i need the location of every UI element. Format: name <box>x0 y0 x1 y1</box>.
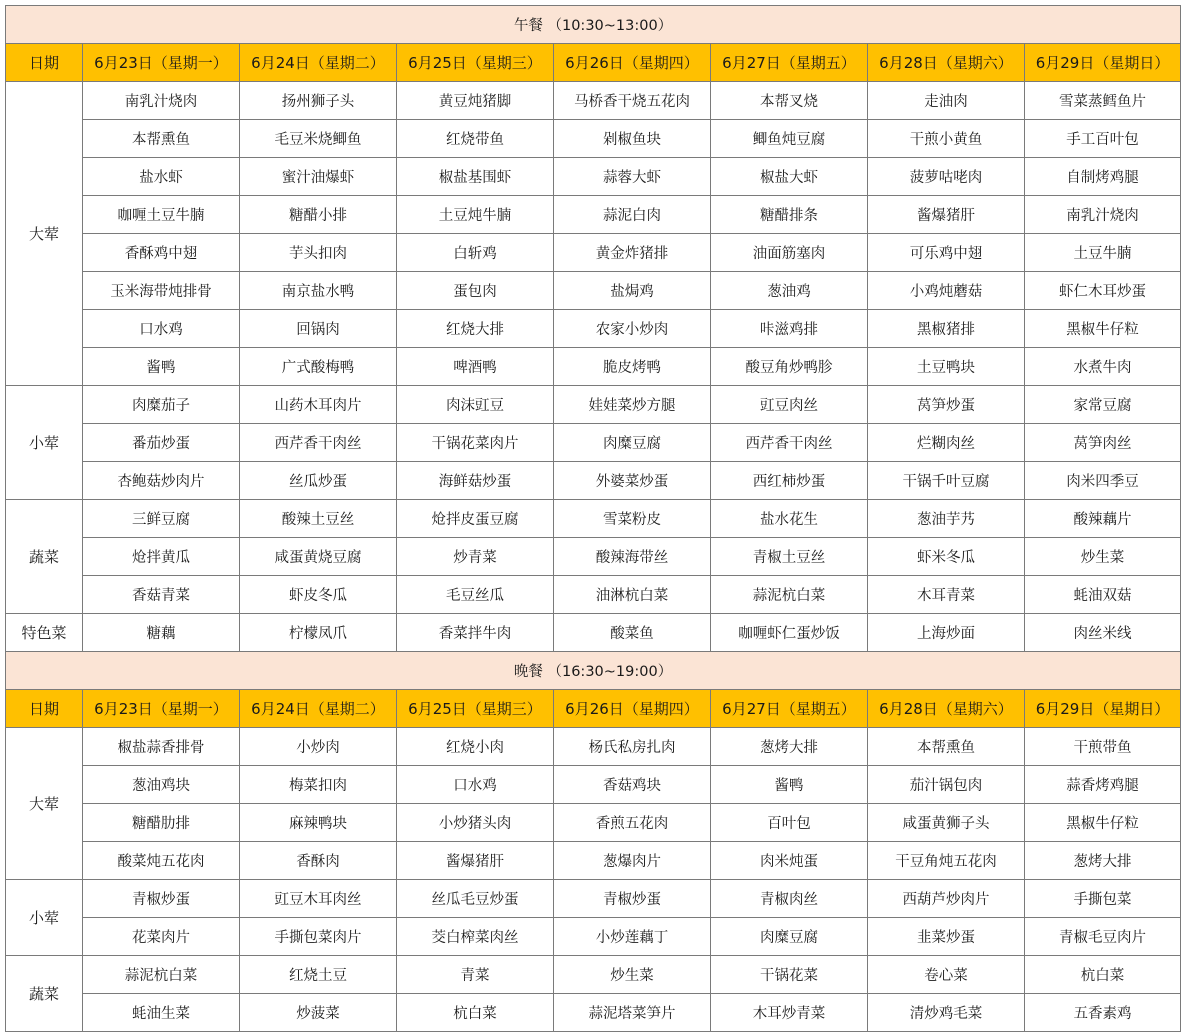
table-row <box>6 956 1181 994</box>
dish-cell: 茄汁锅包肉 <box>868 766 1025 804</box>
dish-cell: 农家小炒肉 <box>554 310 711 348</box>
dish-cell: 雪菜粉皮 <box>554 500 711 538</box>
dish-cell: 家常豆腐 <box>1025 386 1181 424</box>
dish-cell: 黑椒猪排 <box>868 310 1025 348</box>
dish-cell: 咖喱虾仁蛋炒饭 <box>711 614 868 652</box>
day-header: 6月23日（星期一） <box>83 690 240 728</box>
dish-cell: 糖醋肋排 <box>83 804 240 842</box>
dish-cell: 咸蛋黄烧豆腐 <box>240 538 397 576</box>
table-row <box>6 272 1181 310</box>
dish-cell: 酸辣藕片 <box>1025 500 1181 538</box>
dish-cell: 蒜香烤鸡腿 <box>1025 766 1181 804</box>
dish-cell: 盐焗鸡 <box>554 272 711 310</box>
dish-cell: 蜜汁油爆虾 <box>240 158 397 196</box>
dish-cell: 干锅千叶豆腐 <box>868 462 1025 500</box>
table-row <box>6 196 1181 234</box>
dinner-section-header <box>6 652 1181 690</box>
table-row <box>6 386 1181 424</box>
dish-cell: 莴笋炒蛋 <box>868 386 1025 424</box>
day-header: 6月23日（星期一） <box>83 44 240 82</box>
dinner-title: 晚餐 （16:30~19:00） <box>6 652 1181 690</box>
dish-cell: 炒生菜 <box>1025 538 1181 576</box>
dish-cell: 白斩鸡 <box>397 234 554 272</box>
dish-cell: 芋头扣肉 <box>240 234 397 272</box>
dish-cell: 葱油鸡块 <box>83 766 240 804</box>
dish-cell: 酱鸭 <box>711 766 868 804</box>
dish-cell: 蚝油生菜 <box>83 994 240 1032</box>
dish-cell: 清炒鸡毛菜 <box>868 994 1025 1032</box>
dish-cell: 莴笋肉丝 <box>1025 424 1181 462</box>
dish-cell: 蒜泥白肉 <box>554 196 711 234</box>
dish-cell: 剁椒鱼块 <box>554 120 711 158</box>
dish-cell: 花菜肉片 <box>83 918 240 956</box>
table-row <box>6 538 1181 576</box>
dish-cell: 毛豆丝瓜 <box>397 576 554 614</box>
dish-cell: 咖喱土豆牛腩 <box>83 196 240 234</box>
dish-cell: 梅菜扣肉 <box>240 766 397 804</box>
dish-cell: 青椒炒蛋 <box>554 880 711 918</box>
menu-table <box>5 5 1181 1032</box>
table-row <box>6 500 1181 538</box>
dish-cell: 木耳青菜 <box>868 576 1025 614</box>
dish-cell: 香酥肉 <box>240 842 397 880</box>
dish-cell: 扬州狮子头 <box>240 82 397 120</box>
table-row <box>6 804 1181 842</box>
dish-cell: 杭白菜 <box>397 994 554 1032</box>
dish-cell: 红烧土豆 <box>240 956 397 994</box>
dish-cell: 酸豆角炒鸭胗 <box>711 348 868 386</box>
table-row <box>6 576 1181 614</box>
dish-cell: 五香素鸡 <box>1025 994 1181 1032</box>
dish-cell: 西葫芦炒肉片 <box>868 880 1025 918</box>
dish-cell: 本帮熏鱼 <box>868 728 1025 766</box>
dish-cell: 葱爆肉片 <box>554 842 711 880</box>
dish-cell: 糖醋排条 <box>711 196 868 234</box>
category-label: 特色菜 <box>6 614 83 652</box>
dish-cell: 黄金炸猪排 <box>554 234 711 272</box>
dish-cell: 炒生菜 <box>554 956 711 994</box>
table-row <box>6 82 1181 120</box>
dish-cell: 外婆菜炒蛋 <box>554 462 711 500</box>
dish-cell: 可乐鸡中翅 <box>868 234 1025 272</box>
category-label: 蔬菜 <box>6 500 83 614</box>
dish-cell: 酸辣土豆丝 <box>240 500 397 538</box>
dish-cell: 杨氏私房扎肉 <box>554 728 711 766</box>
dish-cell: 青椒炒蛋 <box>83 880 240 918</box>
dish-cell: 肉米四季豆 <box>1025 462 1181 500</box>
dish-cell: 酱鸭 <box>83 348 240 386</box>
dish-cell: 烂糊肉丝 <box>868 424 1025 462</box>
day-header: 6月29日（星期日） <box>1025 44 1181 82</box>
dish-cell: 盐水虾 <box>83 158 240 196</box>
dish-cell: 玉米海带炖排骨 <box>83 272 240 310</box>
dinner-date-header-row <box>6 690 1181 728</box>
dish-cell: 咸蛋黄狮子头 <box>868 804 1025 842</box>
dish-cell: 椒盐蒜香排骨 <box>83 728 240 766</box>
dish-cell: 蛋包肉 <box>397 272 554 310</box>
dish-cell: 菠萝咕咾肉 <box>868 158 1025 196</box>
dish-cell: 豇豆木耳肉丝 <box>240 880 397 918</box>
dish-cell: 炝拌黄瓜 <box>83 538 240 576</box>
dish-cell: 肉糜茄子 <box>83 386 240 424</box>
table-row <box>6 880 1181 918</box>
dish-cell: 酸辣海带丝 <box>554 538 711 576</box>
dish-cell: 油面筋塞肉 <box>711 234 868 272</box>
dish-cell: 糖藕 <box>83 614 240 652</box>
dish-cell: 黑椒牛仔粒 <box>1025 804 1181 842</box>
dish-cell: 水煮牛肉 <box>1025 348 1181 386</box>
table-row <box>6 234 1181 272</box>
dish-cell: 手工百叶包 <box>1025 120 1181 158</box>
table-row <box>6 994 1181 1032</box>
dish-cell: 南乳汁烧肉 <box>83 82 240 120</box>
category-label: 大荤 <box>6 82 83 386</box>
dish-cell: 手撕包菜 <box>1025 880 1181 918</box>
dish-cell: 肉沫豇豆 <box>397 386 554 424</box>
day-header: 6月27日（星期五） <box>711 690 868 728</box>
dish-cell: 卷心菜 <box>868 956 1025 994</box>
table-row <box>6 462 1181 500</box>
dish-cell: 柠檬凤爪 <box>240 614 397 652</box>
dish-cell: 土豆鸭块 <box>868 348 1025 386</box>
dish-cell: 百叶包 <box>711 804 868 842</box>
dish-cell: 葱油鸡 <box>711 272 868 310</box>
dish-cell: 干豆角炖五花肉 <box>868 842 1025 880</box>
dish-cell: 鲫鱼炖豆腐 <box>711 120 868 158</box>
dish-cell: 豇豆肉丝 <box>711 386 868 424</box>
dish-cell: 青椒土豆丝 <box>711 538 868 576</box>
dish-cell: 木耳炒青菜 <box>711 994 868 1032</box>
dish-cell: 干锅花菜肉片 <box>397 424 554 462</box>
dish-cell: 西芹香干肉丝 <box>240 424 397 462</box>
dish-cell: 黑椒牛仔粒 <box>1025 310 1181 348</box>
dish-cell: 山药木耳肉片 <box>240 386 397 424</box>
dish-cell: 红烧大排 <box>397 310 554 348</box>
table-row <box>6 424 1181 462</box>
dish-cell: 干煎带鱼 <box>1025 728 1181 766</box>
dish-cell: 炒青菜 <box>397 538 554 576</box>
dish-cell: 南京盐水鸭 <box>240 272 397 310</box>
dish-cell: 走油肉 <box>868 82 1025 120</box>
dish-cell: 蒜泥塔菜笋片 <box>554 994 711 1032</box>
dish-cell: 西红柿炒蛋 <box>711 462 868 500</box>
table-row <box>6 120 1181 158</box>
dish-cell: 红烧小肉 <box>397 728 554 766</box>
dish-cell: 酸菜炖五花肉 <box>83 842 240 880</box>
dish-cell: 杭白菜 <box>1025 956 1181 994</box>
dish-cell: 三鲜豆腐 <box>83 500 240 538</box>
dish-cell: 麻辣鸭块 <box>240 804 397 842</box>
date-label: 日期 <box>6 690 83 728</box>
dish-cell: 肉米炖蛋 <box>711 842 868 880</box>
dish-cell: 香菇鸡块 <box>554 766 711 804</box>
dish-cell: 手撕包菜肉片 <box>240 918 397 956</box>
dish-cell: 炝拌皮蛋豆腐 <box>397 500 554 538</box>
day-header: 6月26日（星期四） <box>554 690 711 728</box>
dish-cell: 小炒莲藕丁 <box>554 918 711 956</box>
date-label: 日期 <box>6 44 83 82</box>
dish-cell: 肉糜豆腐 <box>554 424 711 462</box>
dish-cell: 青椒肉丝 <box>711 880 868 918</box>
dish-cell: 回锅肉 <box>240 310 397 348</box>
dish-cell: 啤酒鸭 <box>397 348 554 386</box>
dish-cell: 干煎小黄鱼 <box>868 120 1025 158</box>
dish-cell: 香酥鸡中翅 <box>83 234 240 272</box>
dish-cell: 海鲜菇炒蛋 <box>397 462 554 500</box>
dish-cell: 糖醋小排 <box>240 196 397 234</box>
category-label: 蔬菜 <box>6 956 83 1032</box>
dish-cell: 香菜拌牛肉 <box>397 614 554 652</box>
dish-cell: 上海炒面 <box>868 614 1025 652</box>
dish-cell: 黄豆炖猪脚 <box>397 82 554 120</box>
dish-cell: 红烧带鱼 <box>397 120 554 158</box>
lunch-date-header-row <box>6 44 1181 82</box>
dish-cell: 蒜泥杭白菜 <box>711 576 868 614</box>
dish-cell: 口水鸡 <box>397 766 554 804</box>
dish-cell: 蒜蓉大虾 <box>554 158 711 196</box>
dish-cell: 酸菜鱼 <box>554 614 711 652</box>
dish-cell: 盐水花生 <box>711 500 868 538</box>
dish-cell: 蚝油双菇 <box>1025 576 1181 614</box>
day-header: 6月24日（星期二） <box>240 690 397 728</box>
dish-cell: 马桥香干烧五花肉 <box>554 82 711 120</box>
dish-cell: 西芹香干肉丝 <box>711 424 868 462</box>
dish-cell: 油淋杭白菜 <box>554 576 711 614</box>
dish-cell: 小炒猪头肉 <box>397 804 554 842</box>
dish-cell: 广式酸梅鸭 <box>240 348 397 386</box>
dish-cell: 蒜泥杭白菜 <box>83 956 240 994</box>
dish-cell: 葱油芋艿 <box>868 500 1025 538</box>
dish-cell: 雪菜蒸鳕鱼片 <box>1025 82 1181 120</box>
dish-cell: 番茄炒蛋 <box>83 424 240 462</box>
dish-cell: 椒盐大虾 <box>711 158 868 196</box>
dish-cell: 酱爆猪肝 <box>868 196 1025 234</box>
day-header: 6月29日（星期日） <box>1025 690 1181 728</box>
table-row <box>6 348 1181 386</box>
day-header: 6月24日（星期二） <box>240 44 397 82</box>
day-header: 6月27日（星期五） <box>711 44 868 82</box>
dish-cell: 香菇青菜 <box>83 576 240 614</box>
dish-cell: 丝瓜毛豆炒蛋 <box>397 880 554 918</box>
dish-cell: 干锅花菜 <box>711 956 868 994</box>
dish-cell: 青菜 <box>397 956 554 994</box>
table-row <box>6 918 1181 956</box>
dish-cell: 虾米冬瓜 <box>868 538 1025 576</box>
dish-cell: 自制烤鸡腿 <box>1025 158 1181 196</box>
day-header: 6月28日（星期六） <box>868 690 1025 728</box>
dish-cell: 土豆牛腩 <box>1025 234 1181 272</box>
day-header: 6月25日（星期三） <box>397 690 554 728</box>
dish-cell: 肉丝米线 <box>1025 614 1181 652</box>
dish-cell: 肉糜豆腐 <box>711 918 868 956</box>
category-label: 大荤 <box>6 728 83 880</box>
category-label: 小荤 <box>6 386 83 500</box>
table-row <box>6 766 1181 804</box>
dish-cell: 口水鸡 <box>83 310 240 348</box>
dish-cell: 酱爆猪肝 <box>397 842 554 880</box>
dish-cell: 椒盐基围虾 <box>397 158 554 196</box>
day-header: 6月28日（星期六） <box>868 44 1025 82</box>
dish-cell: 虾仁木耳炒蛋 <box>1025 272 1181 310</box>
dish-cell: 土豆炖牛腩 <box>397 196 554 234</box>
table-row <box>6 310 1181 348</box>
table-row <box>6 158 1181 196</box>
day-header: 6月26日（星期四） <box>554 44 711 82</box>
dish-cell: 脆皮烤鸭 <box>554 348 711 386</box>
dish-cell: 娃娃菜炒方腿 <box>554 386 711 424</box>
dish-cell: 韭菜炒蛋 <box>868 918 1025 956</box>
dish-cell: 小鸡炖蘑菇 <box>868 272 1025 310</box>
dish-cell: 茭白榨菜肉丝 <box>397 918 554 956</box>
table-row <box>6 842 1181 880</box>
dish-cell: 咔滋鸡排 <box>711 310 868 348</box>
dish-cell: 青椒毛豆肉片 <box>1025 918 1181 956</box>
dish-cell: 炒菠菜 <box>240 994 397 1032</box>
day-header: 6月25日（星期三） <box>397 44 554 82</box>
dish-cell: 小炒肉 <box>240 728 397 766</box>
lunch-title: 午餐 （10:30~13:00） <box>6 6 1181 44</box>
table-row <box>6 614 1181 652</box>
dish-cell: 葱烤大排 <box>711 728 868 766</box>
dish-cell: 毛豆米烧鲫鱼 <box>240 120 397 158</box>
dish-cell: 香煎五花肉 <box>554 804 711 842</box>
dish-cell: 虾皮冬瓜 <box>240 576 397 614</box>
dish-cell: 本帮叉烧 <box>711 82 868 120</box>
lunch-section-header <box>6 6 1181 44</box>
dish-cell: 本帮熏鱼 <box>83 120 240 158</box>
table-row <box>6 728 1181 766</box>
dish-cell: 南乳汁烧肉 <box>1025 196 1181 234</box>
dish-cell: 杏鲍菇炒肉片 <box>83 462 240 500</box>
dish-cell: 葱烤大排 <box>1025 842 1181 880</box>
dish-cell: 丝瓜炒蛋 <box>240 462 397 500</box>
category-label: 小荤 <box>6 880 83 956</box>
